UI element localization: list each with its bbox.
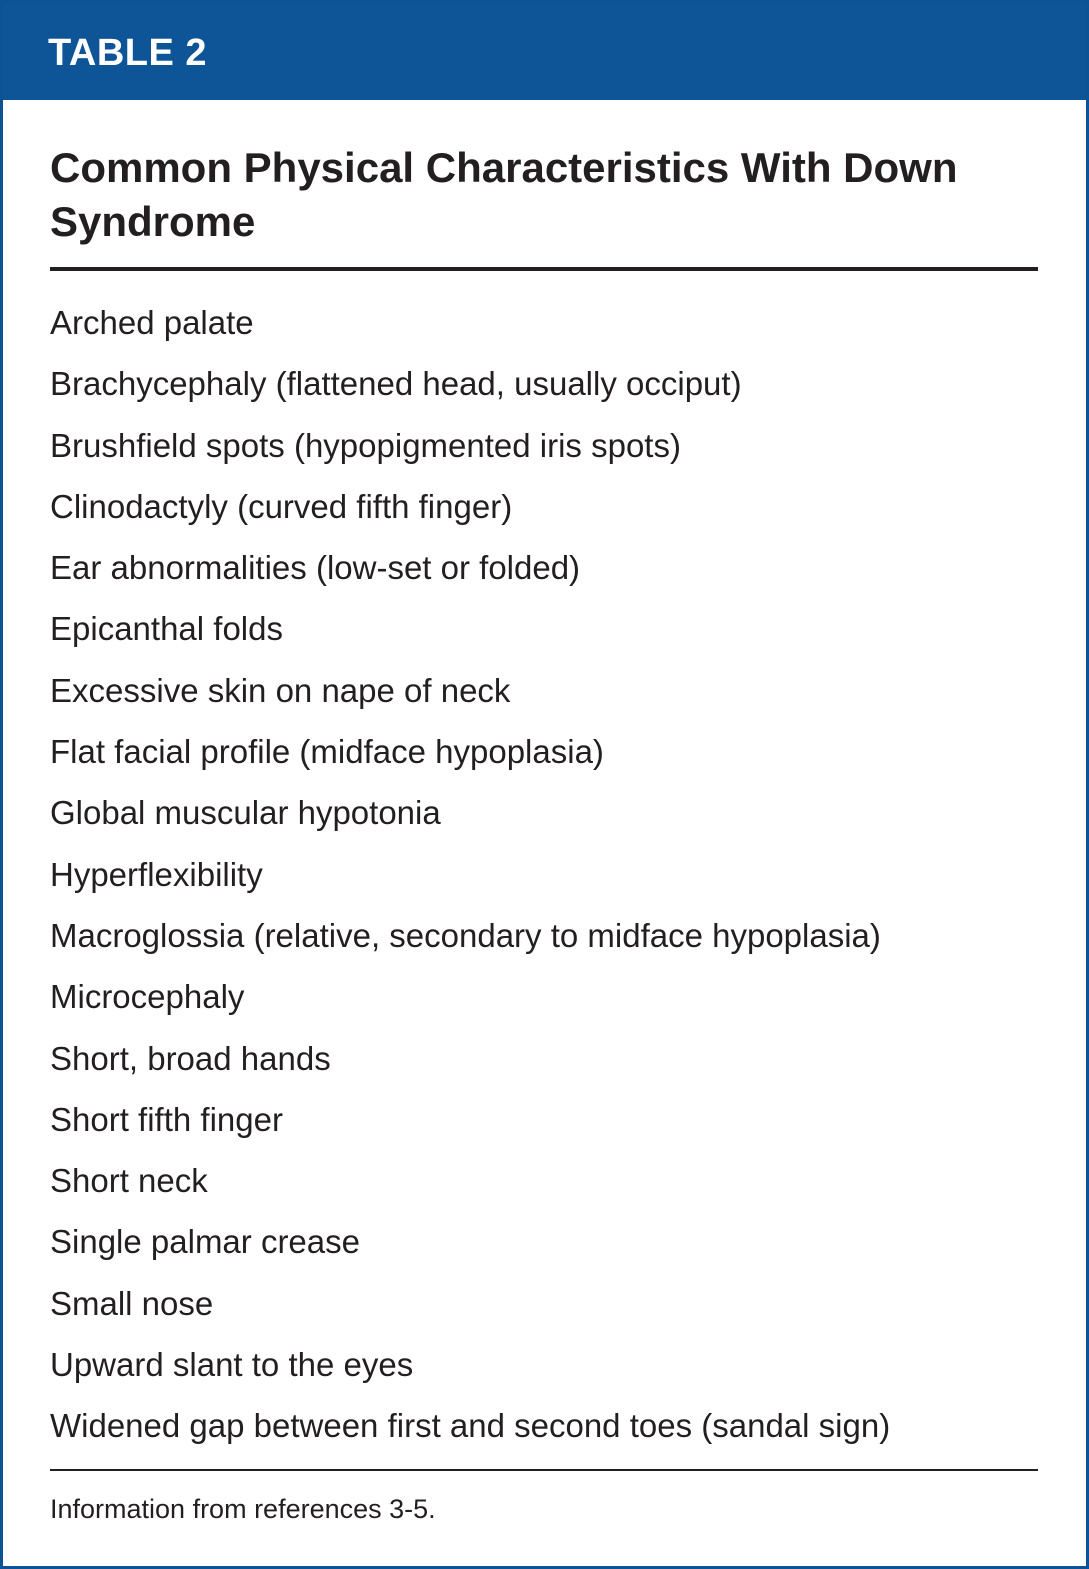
list-item: Hyperflexibility bbox=[50, 855, 263, 893]
table-label: TABLE 2 bbox=[48, 32, 208, 74]
table-header-bar bbox=[3, 3, 1086, 100]
list-item: Single palmar crease bbox=[50, 1223, 360, 1261]
list-item: Flat facial profile (midface hypoplasia) bbox=[50, 733, 604, 771]
list-item: Brachycephaly (flattened head, usually occiput) bbox=[50, 365, 742, 403]
list-item: Macroglossia (relative, secondary to midface hypoplasia) bbox=[50, 916, 881, 954]
list-item: Global muscular hypotonia bbox=[50, 794, 441, 832]
list-item: Ear abnormalities (low-set or folded) bbox=[50, 549, 581, 587]
list-item: Widened gap between first and second toes (sandal sign) bbox=[50, 1407, 891, 1445]
list-item: Excessive skin on nape of neck bbox=[50, 671, 511, 709]
list-item: Clinodactyly (curved fifth finger) bbox=[50, 487, 513, 525]
title-divider bbox=[50, 267, 1038, 271]
list-item: Arched palate bbox=[50, 304, 254, 341]
list-item: Microcephaly bbox=[50, 978, 245, 1016]
characteristics-list bbox=[50, 292, 890, 1457]
list-item: Short, broad hands bbox=[50, 1039, 331, 1077]
table-title: Common Physical Characteristics With Down Syndrome bbox=[50, 144, 958, 245]
list-item: Epicanthal folds bbox=[50, 610, 283, 648]
footnote-divider bbox=[50, 1469, 1038, 1471]
list-item: Short neck bbox=[50, 1162, 208, 1200]
list-item: Upward slant to the eyes bbox=[50, 1346, 414, 1384]
list-item: Small nose bbox=[50, 1284, 214, 1322]
list-item: Brushfield spots (hypopigmented iris spots) bbox=[50, 426, 681, 464]
footnote: Information from references 3-5. bbox=[50, 1494, 436, 1524]
list-item: Short fifth finger bbox=[50, 1100, 283, 1138]
